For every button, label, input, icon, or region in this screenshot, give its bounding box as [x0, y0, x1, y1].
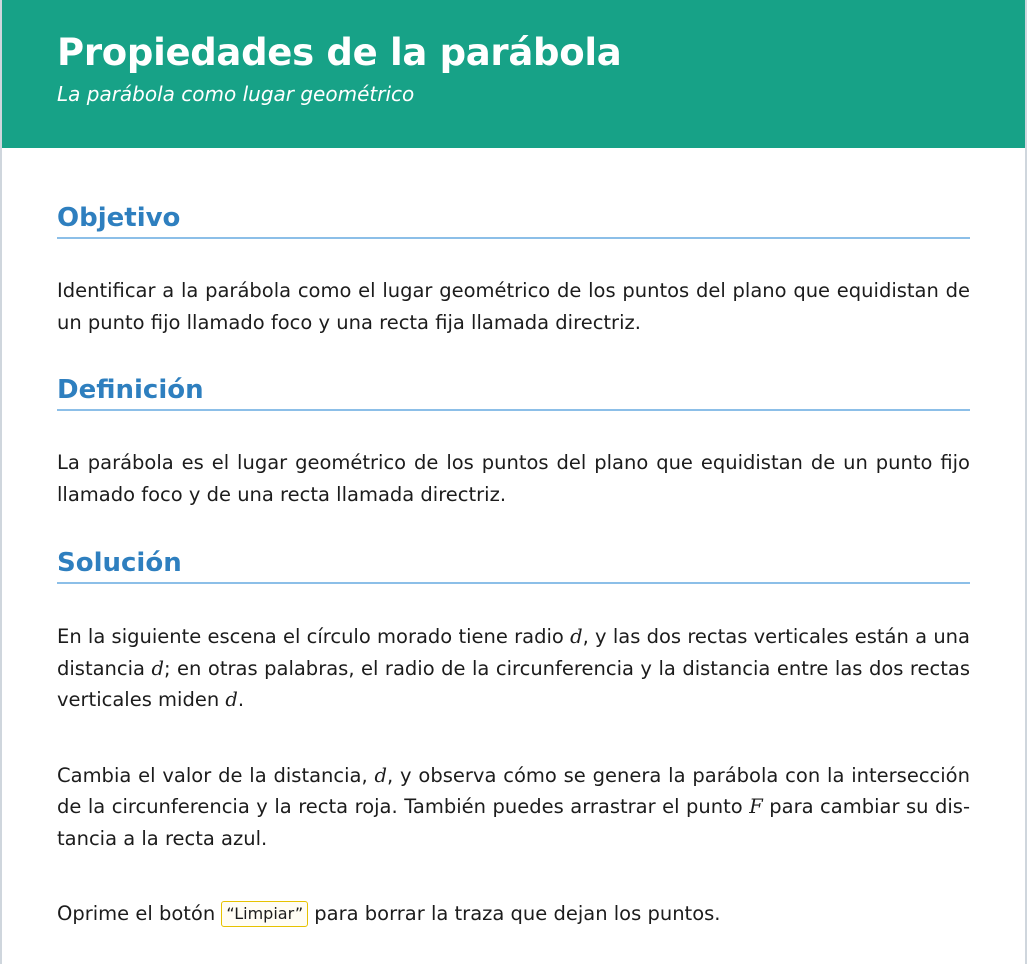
text-run: .	[237, 688, 245, 711]
solucion-paragraph-3	[57, 898, 970, 930]
limpiar-button[interactable]: “Limpiar”	[221, 901, 308, 927]
text-run: para cambiar su distancia a la recta azul.	[57, 795, 970, 850]
math-variable-d: d	[570, 625, 583, 648]
solucion-paragraph-2	[57, 760, 970, 855]
math-variable-d: d	[374, 763, 388, 787]
definicion-text: La parábola es el lugar geométrico de los puntos del plano que equidistan de un punto fijo llamado foco y de una recta llamada directriz.	[57, 451, 970, 506]
objetivo-text: Identificar a la parábola como el lugar geométrico de los puntos del plano que equidistan de un punto fijo llamado foco y una recta fija llamada directriz.	[57, 279, 970, 334]
math-variable-f: F	[749, 795, 763, 818]
section-title-solucion: Solución	[57, 546, 970, 584]
text-run: , y observa cómo se genera la parábola con la intersección de la circunferencia y la recta roja. También puedes arrastrar el punto	[57, 763, 970, 818]
text-run: , y las dos rectas verticales están a una distancia	[57, 625, 970, 680]
page-header	[2, 0, 1025, 148]
text-run: Oprime el botón	[57, 902, 222, 925]
page-title: Propiedades de la parábola	[57, 31, 622, 74]
text-run: para borrar la traza que dejan los puntos.	[308, 902, 721, 925]
main-content	[2, 148, 1025, 930]
text-run: En la siguiente escena el círculo morado tiene radio	[57, 625, 571, 648]
section-title-definicion: Definición	[57, 373, 970, 411]
page-subtitle: La parábola como lugar geométrico	[57, 82, 415, 106]
text-run: ; en otras palabras, el radio de la circunferencia y la distancia entre las dos rectas verticales miden	[57, 656, 970, 711]
section-title-objetivo: Objetivo	[57, 201, 970, 239]
math-variable-d: d	[225, 688, 238, 711]
solucion-paragraph-1	[57, 621, 970, 716]
math-variable-d: d	[151, 656, 164, 680]
text-run: Cambia el valor de la distancia,	[57, 763, 375, 787]
